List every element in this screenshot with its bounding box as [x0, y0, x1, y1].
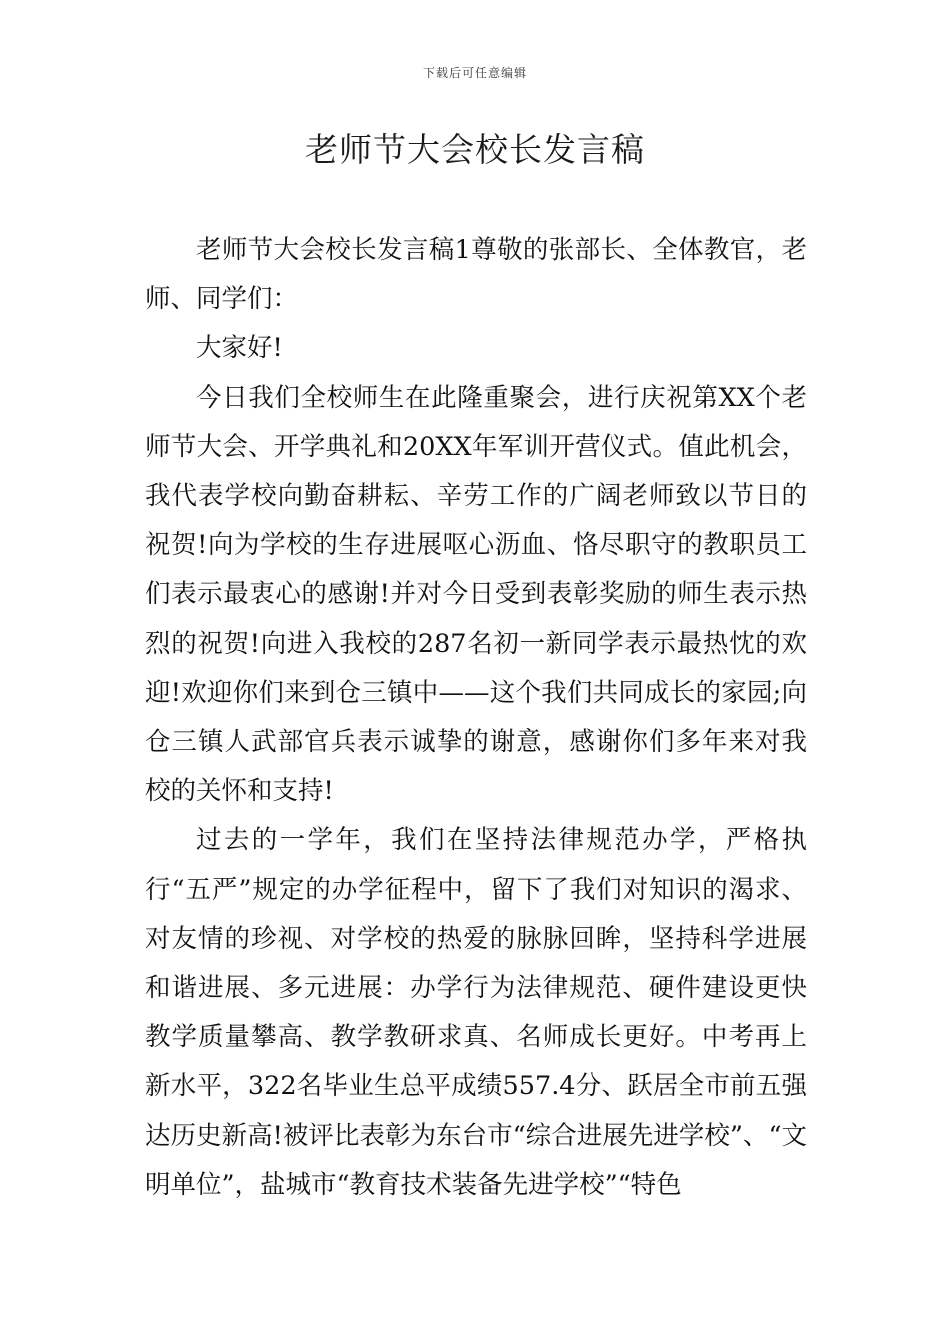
- paragraph-achievements: 过去的一学年，我们在坚持法律规范办学，严格执行“五严”规定的办学征程中，留下了我们对知识的渴求、对友情的珍视、对学校的热爱的脉脉回眸，坚持科学进展和谐进展、多元进展：办学行为法律规范、硬件建设更快教学质量攀高、教学教研求真、名师成长更好。中考再上新水平，322名毕业生总平成绩557.4分、跃居全市前五强达历史新高!被评比表彰为东台市“综合进展先进学校”、“文明单位”，盐城市“教育技术装备先进学校”“特色: [145, 825, 807, 1200]
- document-body: [145, 226, 807, 1210]
- paragraph-greeting: 大家好!: [196, 333, 283, 364]
- header-note: 下载后可任意编辑: [422, 66, 527, 80]
- paragraph-welcome: 今日我们全校师生在此隆重聚会，进行庆祝第XX个老师节大会、开学典礼和20XX年军训开营仪式。值此机会，我代表学校向勤奋耕耘、辛劳工作的广阔老师致以节日的祝贺!向为学校的生存进展呕心沥血、恪尽职守的教职员工们表示最衷心的感谢!并对今日受到表彰奖励的师生表示热烈的祝贺!向进入我校的287名初一新同学表示最热忱的欢迎!欢迎你们来到仓三镇中——这个我们共同成长的家园;向仓三镇人武部官兵表示诚挚的谢意，感谢你们多年来对我校的关怀和支持!: [145, 382, 807, 807]
- paragraph-salutation: 老师节大会校长发言稿1尊敬的张部长、全体教官，老师、同学们：: [145, 235, 807, 315]
- document-title: 老师节大会校长发言稿: [305, 130, 645, 169]
